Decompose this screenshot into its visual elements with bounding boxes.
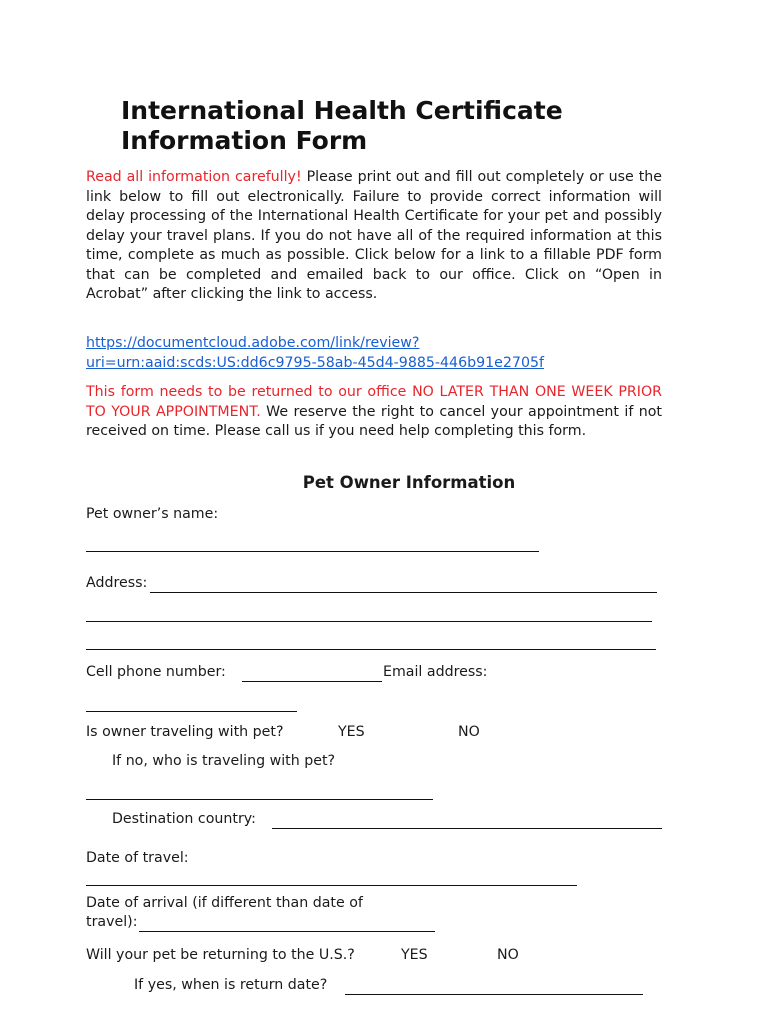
address-field-2[interactable] <box>86 621 652 622</box>
email-label: Email address: <box>383 664 488 680</box>
date-of-travel-label: Date of travel: <box>86 850 189 866</box>
destination-field[interactable] <box>272 828 662 829</box>
link-line-1[interactable]: https://documentcloud.adobe.com/link/review? <box>86 335 420 351</box>
return-date-label: If yes, when is return date? <box>134 977 328 993</box>
date-of-arrival-label-1: Date of arrival (if different than date of <box>86 895 363 911</box>
deadline-warning: This form needs to be returned to our office NO LATER THAN ONE WEEK PRIOR TO YOUR APPOINTMENT. <box>86 384 662 420</box>
owner-traveling-yes[interactable]: YES <box>338 724 365 740</box>
email-field[interactable] <box>86 711 297 712</box>
date-of-arrival-field[interactable] <box>139 931 435 932</box>
owner-name-label: Pet owner’s name: <box>86 506 219 522</box>
fillable-pdf-link[interactable] <box>86 334 662 373</box>
date-of-arrival-label-2: travel): <box>86 914 138 930</box>
cell-phone-field[interactable] <box>242 681 382 682</box>
page-title <box>121 96 641 156</box>
intro-body: Please print out and fill out completely or use the link below to fill out electronically. Failure to provide correct information will delay processing of the International Health Certificate for your pet and possibly delay your travel plans. If you do not have all of the required information at this time, complete as much as possible. Click below for a link to a fillable PDF form that can be completed and emailed back to our office. Click on “Open in Acrobat” after clicking the link to access. <box>86 169 662 302</box>
link-line-2[interactable]: uri=urn:aaid:scds:US:dd6c9795-58ab-45d4-9885-446b91e2705f <box>86 354 544 371</box>
title-line-1: International Health Certificate <box>121 96 563 125</box>
date-of-travel-field[interactable] <box>86 885 577 886</box>
title-line-2: Information Form <box>121 126 368 155</box>
destination-label: Destination country: <box>112 811 256 827</box>
deadline-body: We reserve the right to cancel your appointment if not received on time. Please call us if you need help completing this form. <box>86 403 662 439</box>
return-date-field[interactable] <box>345 994 643 995</box>
returning-yes[interactable]: YES <box>401 947 428 963</box>
address-field-1[interactable] <box>150 592 657 593</box>
returning-no[interactable]: NO <box>497 947 519 963</box>
intro-warning: Read all information carefully! <box>86 169 302 185</box>
deadline-paragraph <box>86 383 662 442</box>
returning-label: Will your pet be returning to the U.S.? <box>86 947 355 963</box>
owner-traveling-no[interactable]: NO <box>458 724 480 740</box>
who-traveling-field[interactable] <box>86 799 433 800</box>
intro-paragraph <box>86 168 662 305</box>
address-label: Address: <box>86 575 148 591</box>
owner-traveling-label: Is owner traveling with pet? <box>86 724 284 740</box>
who-traveling-label: If no, who is traveling with pet? <box>112 753 336 769</box>
cell-phone-label: Cell phone number: <box>86 664 226 680</box>
address-field-3[interactable] <box>86 649 656 650</box>
section-heading: Pet Owner Information <box>302 473 516 492</box>
owner-name-field[interactable] <box>86 551 539 552</box>
